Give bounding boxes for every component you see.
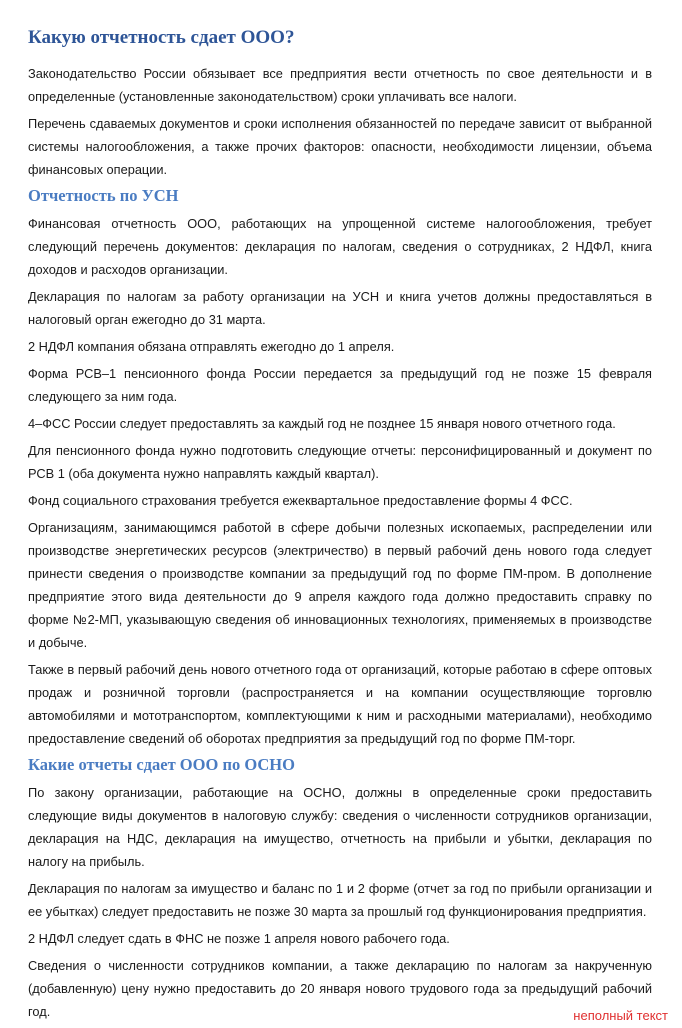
paragraph: Фонд социального страхования требуется ежеквартальное предоставление формы 4 ФСС. bbox=[28, 493, 573, 508]
paragraph: Декларация по налогам за работу организации на УСН и книга учетов должны предоставляться в налоговый орган ежегодно до 31 марта. bbox=[28, 289, 652, 327]
paragraph: Финансовая отчетность ООО, работающих на упрощенной системе налогообложения, требует следующий перечень документов: декларация по налогам, сведения о сотрудниках, 2 НДФЛ, книга доходов и расходов организации. bbox=[28, 216, 652, 277]
paragraph: Также в первый рабочий день нового отчетного года от организаций, которые работаю в сфере оптовых продаж и розничной торговли (распространяется и на компании осуществляющие торговлю автомобилями и мототранспортом, комплектующими к ним и расходными материалами), необходимо предоставление сведений об оборотах предприятия за предыдущий год по форме ПМ-торг. bbox=[28, 662, 652, 746]
paragraph: Декларация по налогам за имущество и баланс по 1 и 2 форме (отчет за год по прибыли организации и ее убытках) следует предоставить не позже 30 марта за прошлый год функционирования предприятия. bbox=[28, 881, 652, 919]
section-heading-osno: Какие отчеты сдает ООО по ОСНО bbox=[28, 755, 295, 774]
paragraph: Форма РСВ–1 пенсионного фонда России передается за предыдущий год не позже 15 февраля следующего за ним года. bbox=[28, 366, 652, 404]
page-title: Какую отчетность сдает ООО? bbox=[28, 27, 295, 48]
paragraph: 2 НДФЛ компания обязана отправлять ежегодно до 1 апреля. bbox=[28, 339, 395, 354]
paragraph: Сведения о численности сотрудников компании, а также декларацию по налогам за накрученную (добавленную) цену нужно предоставить до 20 января нового трудового года за предыдущий рабочий год. bbox=[28, 958, 652, 1019]
paragraph: Организациям, занимающимся работой в сфере добычи полезных ископаемых, распределении или производстве энергетических ресурсов (электричество) в первый рабочий день нового года следует принести сведения о производстве компании за предыдущий год по форме ПМ-пром. В дополнение предприятие этого вида деятельности до 9 апреля каждого года должно предоставить справку по форме №2-МП, указывающую сведения об инновационных технологиях, применяемых в производстве и добыче. bbox=[28, 520, 652, 650]
paragraph: По закону организации, работающие на ОСНО, должны в определенные сроки предоставить следующие виды документов в налоговую службу: сведения о численности сотрудников организации, декларация на НДС, декларация на имущество, отчетность на прибыли и убытки, декларация по налогу на прибыль. bbox=[28, 785, 652, 869]
paragraph: 2 НДФЛ следует сдать в ФНС не позже 1 апреля нового рабочего года. bbox=[28, 931, 450, 946]
section-heading-usn: Отчетность по УСН bbox=[28, 186, 179, 205]
paragraph: 4–ФСС России следует предоставлять за каждый год не позднее 15 января нового отчетного года. bbox=[28, 416, 616, 431]
incomplete-text-note: неполный текст bbox=[573, 1008, 668, 1023]
paragraph: Законодательство России обязывает все предприятия вести отчетность по свое деятельности и в определенные (установленные законодательством) сроки уплачивать все налоги. bbox=[28, 66, 652, 104]
paragraph: Для пенсионного фонда нужно подготовить следующие отчеты: персонифицированный и документ по РСВ 1 (оба документа нужно направлять каждый квартал). bbox=[28, 443, 652, 481]
paragraph: Перечень сдаваемых документов и сроки исполнения обязанностей по передаче зависит от выбранной системы налогообложения, а также прочих факторов: опасности, необходимости лицензии, объема финансовых операции. bbox=[28, 116, 652, 177]
document-body bbox=[28, 26, 652, 1027]
